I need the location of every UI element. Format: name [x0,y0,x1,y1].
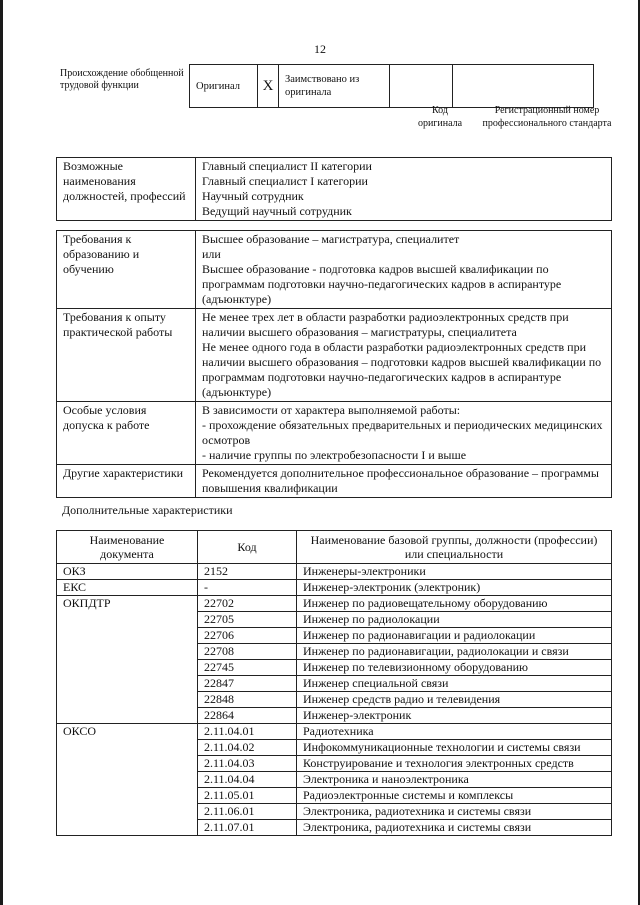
admission-line: В зависимости от характера выполняемой работы: [202,403,461,417]
positions-list [196,158,612,221]
name-cell: Инженер специальной связи [297,676,612,692]
code-cell: 2.11.04.03 [198,756,297,772]
name-cell: Инженер-электроник [297,708,612,724]
position-item: Главный специалист I категории [202,174,368,188]
original-label: Оригинал [190,65,258,108]
experience-line: Не менее одного года в области разработки радиоэлектронных средств при наличии высшего образования – подготовки кадров высшей квалификации по программам подготовки научно-педагогических кадров в аспирантуре (адъюнктуре) [202,340,602,399]
code-cell: - [198,580,297,596]
code-caption: Код оригинала [417,105,463,129]
code-cell: 2.11.04.04 [198,772,297,788]
requirements-table [56,230,612,498]
other-value [196,465,612,498]
code-cell: 2.11.04.02 [198,740,297,756]
name-cell: Электроника, радиотехника и системы связи [297,804,612,820]
positions-table [56,157,612,221]
admission-label: Особые условия допуска к работе [57,402,196,465]
doc-name: ОКСО [57,724,198,836]
name-cell: Инженер по телевизионному оборудованию [297,660,612,676]
registration-number-cell [453,65,594,108]
header-document: Наименование документа [57,531,198,564]
code-cell: 22848 [198,692,297,708]
position-item: Главный специалист II категории [202,159,372,173]
education-line: или [202,247,221,261]
registration-caption: Регистрационный номер профессионального стандарта [482,105,612,129]
experience-label: Требования к опыту практической работы [57,309,196,402]
other-label: Другие характеристики [57,465,196,498]
position-item: Научный сотрудник [202,189,304,203]
header-name: Наименование базовой группы, должности (профессии) или специальности [297,531,612,564]
additional-table [56,530,612,836]
name-cell: Инженер средств радио и телевидения [297,692,612,708]
page-number: 12 [314,42,326,56]
code-cell: 22705 [198,612,297,628]
section-title: Дополнительные характеристики [62,503,233,517]
code-cell: 2.11.07.01 [198,820,297,836]
experience-line: Не менее трех лет в области разработки радиоэлектронных средств при наличии высшего образования – магистратуры, специалитета [202,310,569,339]
borrowed-label: Заимствовано из оригинала [279,65,390,108]
education-line: Высшее образование – магистратура, специалитет [202,232,460,246]
name-cell: Радиотехника [297,724,612,740]
origin-label: Происхождение обобщенной трудовой функции [60,68,184,91]
code-cell: 22745 [198,660,297,676]
doc-name: ОКЗ [57,564,198,580]
original-mark: X [258,65,279,108]
positions-label: Возможные наименования должностей, профессий [57,158,196,221]
original-code-cell [390,65,453,108]
experience-value [196,309,612,402]
admission-line: - прохождение обязательных предварительных и периодических медицинских осмотров [202,418,603,447]
code-cell: 2.11.04.01 [198,724,297,740]
code-cell: 2.11.05.01 [198,788,297,804]
doc-name: ЕКС [57,580,198,596]
education-label: Требования к образованию и обучению [57,231,196,309]
name-cell: Инженеры-электроники [297,564,612,580]
code-cell: 22847 [198,676,297,692]
admission-line: - наличие группы по электробезопасности I и выше [202,448,467,462]
code-cell: 22706 [198,628,297,644]
admission-value [196,402,612,465]
name-cell: Инженер по радиолокации [297,612,612,628]
position-item: Ведущий научный сотрудник [202,204,352,218]
education-value [196,231,612,309]
code-cell: 22864 [198,708,297,724]
code-cell: 2.11.06.01 [198,804,297,820]
name-cell: Электроника и наноэлектроника [297,772,612,788]
code-cell: 22708 [198,644,297,660]
name-cell: Инженер по радиовещательному оборудованию [297,596,612,612]
name-cell: Радиоэлектронные системы и комплексы [297,788,612,804]
doc-name: ОКПДТР [57,596,198,724]
education-line: Высшее образование - подготовка кадров высшей квалификации по программам подготовки научно-педагогических кадров в аспирантуре (адъюнктуре) [202,262,562,306]
origin-table [189,64,594,108]
code-cell: 2152 [198,564,297,580]
name-cell: Инженер по радионавигации, радиолокации и связи [297,644,612,660]
scan-edge-left [0,0,3,905]
name-cell: Инфокоммуникационные технологии и системы связи [297,740,612,756]
name-cell: Электроника, радиотехника и системы связи [297,820,612,836]
header-code: Код [198,531,297,564]
name-cell: Конструирование и технология электронных средств [297,756,612,772]
name-cell: Инженер по радионавигации и радиолокации [297,628,612,644]
code-cell: 22702 [198,596,297,612]
other-line: Рекомендуется дополнительное профессиональное образование – программы повышения квалификации [202,466,599,495]
name-cell: Инженер-электроник (электроник) [297,580,612,596]
